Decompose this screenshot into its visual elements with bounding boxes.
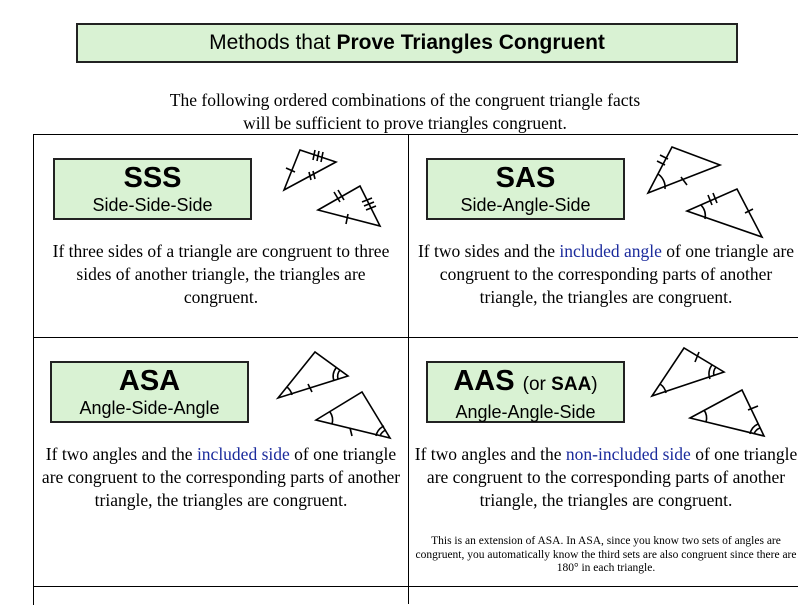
asa-angle-arc-6 bbox=[380, 430, 386, 436]
sas-description bbox=[414, 240, 798, 309]
sss-tick-1 bbox=[313, 150, 315, 160]
aas-desc-highlight: non-included side bbox=[565, 444, 691, 464]
sas-triangle-2 bbox=[687, 189, 762, 237]
sss-triangle-2 bbox=[318, 186, 380, 226]
intro-line-1: The following ordered combinations of the congruent triangle facts bbox=[169, 90, 641, 110]
asa-desc-after: of one triangle are congruent to the corresponding parts of another triangle, the triangles are congruent. bbox=[41, 444, 401, 510]
aas-angle-arc-6 bbox=[754, 428, 760, 434]
aas-description bbox=[414, 443, 798, 512]
aas-desc-before: If two angles and the bbox=[414, 444, 562, 464]
intro-text bbox=[0, 89, 798, 135]
sas-full-name: Side-Angle-Side bbox=[460, 195, 591, 215]
asa-desc-before: If two angles and the bbox=[45, 444, 193, 464]
asa-angle-arc-2 bbox=[333, 368, 336, 381]
intro-line-2: will be sufficient to prove triangles congruent. bbox=[243, 113, 567, 133]
aas-abbr-line bbox=[428, 366, 623, 400]
asa-triangles-diagram bbox=[276, 350, 394, 442]
asa-triangle-2 bbox=[316, 392, 390, 438]
sas-desc-highlight: included angle bbox=[559, 241, 662, 261]
sss-tick-12 bbox=[346, 214, 348, 224]
aas-badge bbox=[426, 361, 625, 423]
sss-tick-3 bbox=[321, 152, 323, 162]
aas-angle-arc-4 bbox=[704, 410, 707, 422]
sss-description: If three sides of a triangle are congruent to three sides of another triangle, the triangles are congruent. bbox=[52, 241, 390, 307]
aas-triangles-diagram bbox=[650, 346, 770, 440]
aas-desc-after: of one triangle are congruent to the corresponding parts of another triangle, the triangles are congruent. bbox=[426, 444, 798, 510]
asa-description bbox=[40, 443, 402, 512]
aas-alt-name: (or SAA) bbox=[522, 374, 598, 395]
aas-triangle-2 bbox=[690, 390, 764, 436]
sas-triangles-diagram bbox=[645, 145, 770, 239]
sss-abbr: SSS bbox=[123, 162, 182, 194]
asa-angle-arc-4 bbox=[330, 412, 333, 424]
sss-tick-6 bbox=[313, 171, 315, 179]
table-divider-bottom bbox=[33, 586, 798, 587]
table-divider-horizontal bbox=[33, 337, 798, 338]
asa-desc-highlight: included side bbox=[196, 444, 290, 464]
sss-badge bbox=[53, 158, 252, 220]
title-prefix: Methods that bbox=[209, 31, 331, 54]
page-title bbox=[76, 23, 738, 63]
sss-full-name: Side-Side-Side bbox=[92, 195, 213, 215]
sas-abbr: SAS bbox=[495, 162, 556, 194]
asa-angle-arc-3 bbox=[338, 370, 340, 379]
table-divider-vertical bbox=[408, 134, 409, 604]
asa-full-name: Angle-Side-Angle bbox=[79, 398, 220, 418]
title-bold: Prove Triangles Congruent bbox=[336, 31, 605, 54]
aas-note: This is an extension of ASA. In ASA, since you know two sets of angles are congruent, you automatically know the third sets are also congruent since there are 180° in each triangle. bbox=[415, 535, 797, 574]
aas-full-name: Angle-Angle-Side bbox=[455, 402, 596, 422]
sas-badge bbox=[426, 158, 625, 220]
asa-abbr: ASA bbox=[118, 365, 181, 397]
asa-badge bbox=[50, 361, 249, 423]
aas-abbr: AAS bbox=[453, 365, 515, 397]
sas-triangle-1 bbox=[648, 147, 720, 193]
sss-tick-2 bbox=[317, 151, 319, 161]
sss-tick-4 bbox=[286, 168, 295, 172]
sas-desc-after: of one triangle are congruent to the corresponding parts of another triangle, the triangles are congruent. bbox=[439, 241, 795, 307]
sas-desc-before: If two sides and the bbox=[417, 241, 555, 261]
sss-tick-5 bbox=[309, 172, 311, 180]
sss-triangles-diagram bbox=[280, 148, 390, 230]
